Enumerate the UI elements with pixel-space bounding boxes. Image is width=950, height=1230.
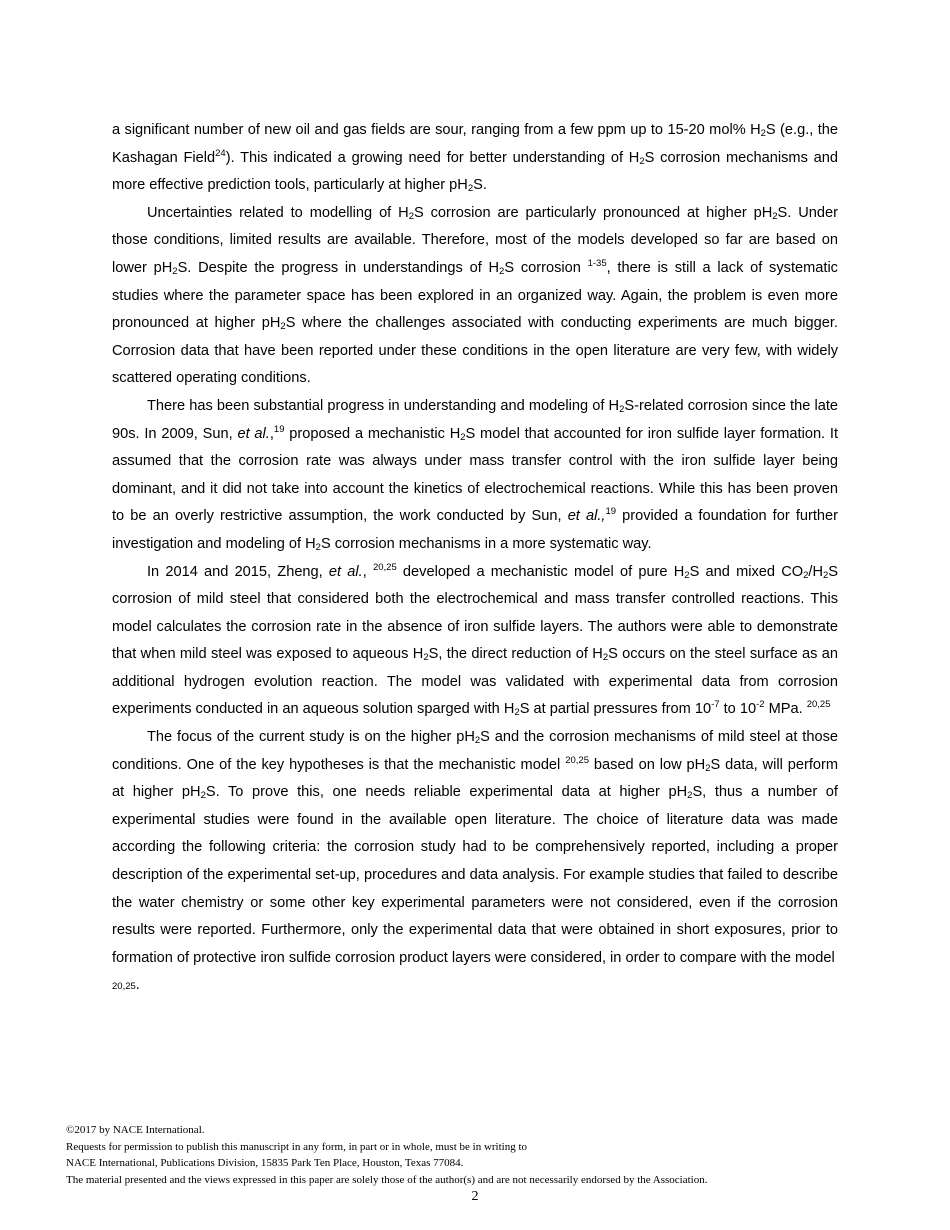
- text-run: S corrosion of mild steel that considered both the electrochemical and mass transfer controlled reactions. This model calculates the corrosion rate in the absence of iron sulfide layers. The authors were able to demonstrate that when mild steel was exposed to aqueous H: [112, 563, 839, 663]
- text-run: , there is still a lack of systematic studies where the parameter space has been explored in an organized way. Again, the problem is even more pronounced at higher pH: [112, 259, 838, 332]
- subscript: 2: [467, 183, 474, 195]
- subscript: 2: [315, 541, 321, 553]
- text-run: MPa.: [764, 701, 807, 718]
- paragraph-2: [112, 200, 838, 393]
- et-al: et al.: [237, 425, 270, 442]
- reference-superscript: 20,25: [112, 981, 136, 993]
- text-run: S where the challenges associated with conducting experiments are much bigger. Corrosion data that have been reported under these conditions in the open literature are very few, with widely scattered operating conditions.: [112, 315, 838, 387]
- subscript: 2: [803, 569, 809, 581]
- text-run: S corrosion mechanisms in a more systematic way.: [320, 535, 652, 552]
- exponent: -7: [711, 699, 720, 711]
- paragraph-1: [112, 117, 838, 200]
- reference-superscript: 20,25: [806, 699, 831, 711]
- text-run: S occurs on the steel surface as an additional hydrogen evolution reaction. The model was validated with experimental data from corrosion experiments conducted in an aqueous solution sparged with H: [112, 646, 839, 718]
- subscript: 2: [280, 321, 286, 333]
- paragraph-4: [112, 559, 838, 725]
- footer-permission: Requests for permission to publish this manuscript in any form, in part or in whole, must be in writing to: [66, 1140, 528, 1153]
- subscript: 2: [822, 569, 829, 581]
- text-run: /H: [808, 563, 823, 580]
- reference-superscript: 19: [605, 506, 617, 518]
- page-number: 2: [471, 1189, 479, 1204]
- subscript: 2: [423, 652, 429, 664]
- subscript: 2: [499, 265, 505, 277]
- subscript: 2: [639, 155, 645, 167]
- et-al: et al.: [328, 563, 363, 580]
- text-run: S corrosion: [504, 259, 588, 276]
- paragraph-5: [112, 724, 838, 1000]
- text-run: S. Under those conditions, limited results are available. Therefore, most of the models developed so far are based on lower pH: [112, 204, 838, 276]
- text-run: ,: [362, 563, 373, 580]
- text-run: Uncertainties related to modelling of H: [147, 204, 409, 221]
- subscript: 2: [772, 210, 778, 222]
- text-run: S and the corrosion mechanisms of mild steel at those conditions. One of the key hypotheses is that the mechanistic model: [112, 729, 838, 773]
- text-run: proposed a mechanistic H: [284, 425, 461, 442]
- text-run: provided a foundation for further investigation and modeling of H: [112, 508, 838, 552]
- text-run: S.: [473, 177, 487, 194]
- paragraph-3: [112, 393, 838, 559]
- text-run: a significant number of new oil and gas fields are sour, ranging from a few ppm up to 15-20 mol% H: [112, 122, 761, 138]
- copyright-footer: [66, 1122, 886, 1188]
- subscript: 2: [684, 569, 690, 581]
- subscript: 2: [460, 431, 466, 443]
- subscript: 2: [200, 790, 206, 802]
- text-run: S data, will perform at higher pH: [112, 756, 839, 801]
- text-run: The focus of the current study is on the higher pH: [147, 729, 475, 746]
- reference-superscript: 24: [215, 147, 226, 159]
- text-run: S (e.g., the Kashagan Field: [112, 122, 839, 166]
- text-run: S corrosion are particularly pronounced at higher pH: [413, 204, 773, 221]
- text-run: There has been substantial progress in understanding and modeling of H: [147, 397, 620, 414]
- text-run: S, the direct reduction of H: [428, 646, 603, 663]
- subscript: 2: [760, 128, 766, 139]
- text-run: developed a mechanistic model of pure H: [396, 563, 685, 580]
- footer-disclaimer: The material presented and the views expressed in this paper are solely those of the author(s) and are not necessarily endorsed by the Association.: [66, 1173, 708, 1186]
- et-al: et al.,: [567, 508, 606, 525]
- text-run: to 10: [719, 701, 757, 718]
- text-run: S corrosion mechanisms and more effective prediction tools, particularly at higher pH: [112, 149, 838, 194]
- text-run: S and mixed CO: [689, 563, 804, 580]
- text-run: S model that accounted for iron sulfide layer formation. It assumed that the corrosion rate was always under mass transfer control with the iron sulfide layer being dominant, and it did not take into account the kinetics of electrochemical reactions. While this has been proven to be an overly restrictive assumption, the work conducted by Sun,: [112, 425, 839, 525]
- subscript: 2: [408, 210, 414, 222]
- text-run: In 2014 and 2015, Zheng,: [147, 563, 329, 580]
- reference-superscript: 20,25: [565, 754, 589, 766]
- text-run: ). This indicated a growing need for better understanding of H: [225, 149, 640, 166]
- reference-superscript: 19: [273, 423, 285, 435]
- text-run: ,: [269, 425, 274, 442]
- text-run: S. To prove this, one needs reliable experimental data at higher pH: [205, 784, 688, 801]
- subscript: 2: [172, 265, 178, 277]
- footer-copyright: ©2017 by NACE International.: [66, 1124, 205, 1136]
- text-run: .: [135, 977, 140, 994]
- text-run: S-related corrosion since the late 90s. In 2009, Sun,: [112, 397, 839, 442]
- text-run: S, thus a number of experimental studies were found in the available open literature. The choice of literature data was made according the following criteria: the corrosion study had to be comprehensively reported, including a proper description of the experimental set-up, procedures and data analysis. For example studies that failed to describe the water chemistry or some other key experimental parameters were not considered, even if the corrosion results were reported. Furthermore, only the experimental data that were obtained in short exposures, prior to formation of protective iron sulfide corrosion product layers were considered, in order to compare with the model: [112, 784, 838, 966]
- text-run: based on low pH: [589, 756, 706, 773]
- text-run: S. Despite the progress in understandings of H: [177, 259, 500, 276]
- footer-address: NACE International, Publications Division, 15835 Park Ten Place, Houston, Texas 77084.: [66, 1157, 464, 1169]
- subscript: 2: [514, 707, 520, 719]
- exponent: -2: [756, 699, 765, 711]
- subscript: 2: [619, 403, 625, 415]
- body-text: [112, 117, 838, 1000]
- subscript: 2: [474, 735, 481, 747]
- reference-superscript: 20,25: [372, 561, 397, 573]
- subscript: 2: [602, 652, 609, 664]
- reference-superscript: 1-35: [587, 257, 607, 269]
- text-run: S at partial pressures from 10: [519, 701, 712, 718]
- subscript: 2: [687, 790, 693, 802]
- subscript: 2: [705, 762, 711, 774]
